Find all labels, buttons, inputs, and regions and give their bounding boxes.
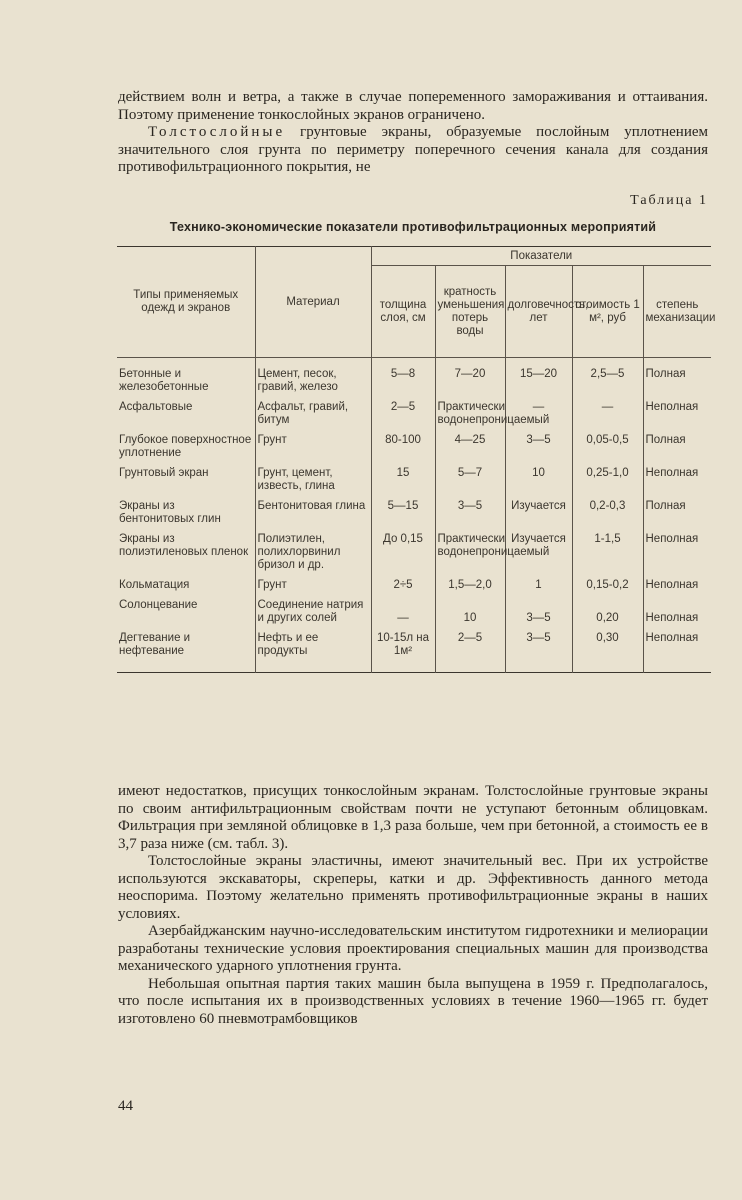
cell-thickness: 2÷5 bbox=[371, 573, 435, 593]
cell-material: Бентонитовая глина bbox=[255, 494, 371, 527]
cell-mechanization: Неполная bbox=[645, 533, 699, 545]
paragraph bbox=[118, 124, 708, 177]
cell-cost: 0,05-0,5 bbox=[572, 428, 643, 461]
cell-cost: 2,5—5 bbox=[572, 358, 643, 396]
cell-mechanization: Полная bbox=[645, 368, 686, 380]
cell-material: Соединение натрия и других солей bbox=[255, 593, 371, 626]
cell-multiplicity: 7—20 bbox=[435, 358, 505, 396]
cell-thickness: 5—15 bbox=[371, 494, 435, 527]
cell-multiplicity: Практически водонепроницаемый bbox=[435, 395, 505, 428]
cell-type: Экраны из полиэтиленовых пленок bbox=[117, 527, 255, 573]
paragraph: действием волн и ветра, а также в случае попеременного замораживания и оттаивания. Поэтому применение тонкослойных экранов ограничено. bbox=[118, 89, 708, 123]
cell-cost: 0,30 bbox=[572, 626, 643, 673]
cell-material: Грунт bbox=[255, 428, 371, 461]
cell-multiplicity: 3—5 bbox=[435, 494, 505, 527]
table-row bbox=[117, 461, 711, 494]
header-material: Материал bbox=[255, 247, 371, 358]
cell-thickness: До 0,15 bbox=[371, 527, 435, 573]
cell-mechanization: Неполная bbox=[645, 612, 699, 624]
cell-type: Солонцевание bbox=[117, 593, 255, 626]
cell-multiplicity: 2—5 bbox=[435, 626, 505, 673]
cell-thickness: — bbox=[371, 593, 435, 626]
cell-cost: 0,15-0,2 bbox=[572, 573, 643, 593]
paragraph: Азербайджанским научно-исследовательским институтом гидротехники и мелиорации разработаны технические условия проектирования специальных машин для производства механического ударного уплотнения грунта. bbox=[118, 923, 708, 974]
header-mechanization: степень механизации bbox=[645, 298, 716, 324]
cell-type: Кольматация bbox=[117, 573, 255, 593]
paragraph: Небольшая опытная партия таких машин была выпущена в 1959 г. Предполагалось, что после испытания их в производственных условиях в течение 1960—1965 гг. будет изготовлено 60 пневмотрамбовщиков bbox=[118, 975, 708, 1027]
table-title: Технико-экономические показатели противофильтрационных мероприятий bbox=[169, 220, 657, 234]
cell-material: Полиэтилен, полихлорвинил бризол и др. bbox=[255, 527, 371, 573]
table-label: Таблица 1 bbox=[630, 193, 708, 208]
cell-material: Грунт bbox=[255, 573, 371, 593]
page-number: 44 bbox=[118, 1098, 133, 1114]
cell-cost: — bbox=[572, 395, 643, 428]
cell-mechanization: Неполная bbox=[645, 401, 699, 413]
table-row bbox=[117, 428, 711, 461]
cell-thickness: 80-100 bbox=[371, 428, 435, 461]
table-row bbox=[117, 358, 711, 396]
header-multiplicity: кратность уменьшения потерь воды bbox=[435, 266, 505, 358]
cell-multiplicity: 10 bbox=[435, 593, 505, 626]
table-row bbox=[117, 527, 711, 573]
cell-multiplicity: 1,5—2,0 bbox=[435, 573, 505, 593]
text-block-top bbox=[118, 89, 708, 177]
cell-material: Асфальт, гравий, битум bbox=[255, 395, 371, 428]
cell-durability: Изучается bbox=[505, 494, 572, 527]
header-cost: стоимость 1 м², руб bbox=[572, 266, 643, 358]
cell-cost: 1-1,5 bbox=[572, 527, 643, 573]
cell-multiplicity: 5—7 bbox=[435, 461, 505, 494]
cell-type: Бетонные и железобетонные bbox=[117, 358, 255, 396]
cell-material: Грунт, цемент, известь, глина bbox=[255, 461, 371, 494]
cell-mechanization: Неполная bbox=[645, 579, 699, 591]
cell-cost: 0,20 bbox=[572, 593, 643, 626]
cell-type: Дегтевание и нефтевание bbox=[117, 626, 255, 673]
cell-mechanization: Неполная bbox=[645, 467, 699, 479]
table-row bbox=[117, 494, 711, 527]
table-row bbox=[117, 626, 711, 673]
header-durability: долговечность, лет bbox=[505, 266, 572, 358]
cell-type: Глубокое поверхностное уплотнение bbox=[117, 428, 255, 461]
cell-durability: 3—5 bbox=[505, 626, 572, 673]
cell-multiplicity: 4—25 bbox=[435, 428, 505, 461]
cell-durability: Изучается bbox=[505, 527, 572, 573]
cell-mechanization: Неполная bbox=[645, 632, 699, 644]
cell-material: Нефть и ее продукты bbox=[255, 626, 371, 673]
table-row bbox=[117, 395, 711, 428]
cell-thickness: 5—8 bbox=[371, 358, 435, 396]
cell-type: Экраны из бентонитовых глин bbox=[117, 494, 255, 527]
header-indicators: Показатели bbox=[371, 247, 711, 266]
emphasized-term: Толстослойные bbox=[148, 124, 286, 140]
paragraph: имеют недостатков, присущих тонкослойным экранам. Толстослойные грунтовые экраны по своим антифильтрационным свойствам почти не уступают бетонным облицовкам. Фильтрация при земляной облицовке в 1,3 раза больше, чем при бетонной, а стоимость ее в 3,7 раза ниже (см. табл. 3). bbox=[118, 783, 708, 852]
cell-cost: 0,25-1,0 bbox=[572, 461, 643, 494]
cell-durability: 1 bbox=[505, 573, 572, 593]
cell-multiplicity: Практически водонепроницаемый bbox=[435, 527, 505, 573]
paragraph: Толстослойные экраны эластичны, имеют значительный вес. При их устройстве используются экскаваторы, скреперы, катки и др. Эффективность данного метода неоспорима. Поэтому желательно применять противофильтрационные экраны в наших условиях. bbox=[118, 853, 708, 922]
table-container bbox=[117, 246, 716, 673]
cell-material: Цемент, песок, гравий, железо bbox=[255, 358, 371, 396]
cell-thickness: 15 bbox=[371, 461, 435, 494]
cell-durability: 10 bbox=[505, 461, 572, 494]
cell-mechanization: Полная bbox=[645, 500, 686, 512]
header-type: Типы применяемых одежд и экранов bbox=[117, 247, 255, 358]
cell-durability: 15—20 bbox=[505, 358, 572, 396]
cell-thickness: 10-15л на 1м² bbox=[371, 626, 435, 673]
cell-durability: 3—5 bbox=[505, 428, 572, 461]
cell-type: Грунтовый экран bbox=[117, 461, 255, 494]
cell-type: Асфальтовые bbox=[117, 395, 255, 428]
cell-cost: 0,2-0,3 bbox=[572, 494, 643, 527]
table-row bbox=[117, 593, 711, 626]
indicators-table bbox=[117, 246, 716, 673]
table-row bbox=[117, 573, 711, 593]
cell-mechanization: Полная bbox=[645, 434, 686, 446]
cell-thickness: 2—5 bbox=[371, 395, 435, 428]
cell-durability: — bbox=[505, 395, 572, 428]
header-thickness: толщина слоя, см bbox=[371, 266, 435, 358]
text-block-bottom bbox=[118, 783, 708, 1028]
cell-durability: 3—5 bbox=[505, 593, 572, 626]
paragraph-text: грунтовые экраны, образуемые послойным уплотнением значительного слоя грунта по периметру поперечного сечения канала для создания противофильтрационного покрытия, не bbox=[118, 124, 708, 175]
